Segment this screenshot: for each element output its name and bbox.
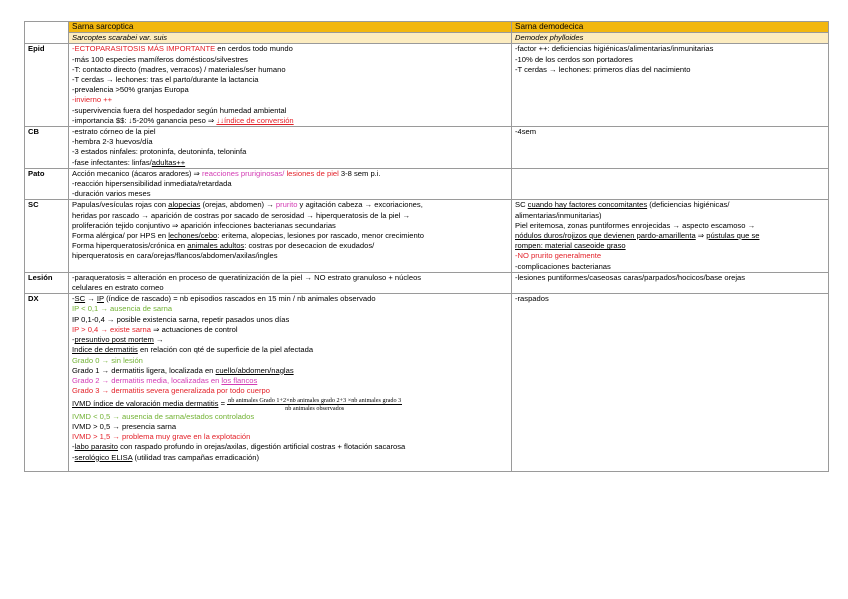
text-line: -hembra 2-3 huevos/día xyxy=(72,137,153,147)
header-row xyxy=(25,22,829,33)
epid-demodecica-cell xyxy=(512,44,829,127)
text-line: -serológico ELISA (utilidad tras campañas erradicación) xyxy=(72,452,259,462)
pato-sarcoptica-cell xyxy=(69,168,512,200)
sc-sarcoptica-cell xyxy=(69,200,512,272)
text-line: IP 0,1-0,4 → posible existencia sarna, repetir pasados unos días xyxy=(72,314,290,324)
text-line: celulares en estrato corneo xyxy=(72,283,164,293)
text-line: -3 estados ninfales: protoninfa, deutoninfa, teloninfa xyxy=(72,147,247,157)
text-line: -importancia $$: ↓5-20% ganancia peso ⇒ ↓↓índice de conversión xyxy=(72,115,294,125)
cb-sarcoptica-cell xyxy=(69,127,512,169)
text-line: -supervivencia fuera del hospedador según humedad ambiental xyxy=(72,105,287,115)
text-line: -T: contacto directo (madres, verracos) / materiales/ser humano xyxy=(72,64,286,74)
text-line: nódulos duros/rojizos que devienen pardo-amarillenta ⇒ pústulas que se xyxy=(515,231,760,241)
text-line: -factor ++: deficiencias higiénicas/alimentarias/inmunitarias xyxy=(515,44,714,54)
row-cb xyxy=(25,127,829,169)
text-line: IVMD > 0,5 → presencia sarna xyxy=(72,422,177,432)
text-line: SC cuando hay factores concomitantes (deficiencias higiénicas/ xyxy=(515,200,730,210)
lesion-sarcoptica-cell xyxy=(69,272,512,293)
text-line: Papulas/vesículas rojas con alopecias (orejas, abdomen) → prurito y agitación cabeza → excoriaciones, xyxy=(72,200,423,210)
text-line: -4sem xyxy=(515,127,537,137)
text-line: rompen: material caseoide graso xyxy=(515,241,626,251)
text-line: -duración varios meses xyxy=(72,189,151,199)
formula-line: IVMD índice de valoración media dermatitis = nb animales Grado 1+2×nb animales grado 2+3 ×nb animales grado 3 nb animales observados xyxy=(72,396,402,412)
text-line: Indice de dermatitis en relación con qté de superficie de la piel afectada xyxy=(72,345,314,355)
row-sc xyxy=(25,200,829,272)
text-line: -prevalencia >50% granjas Europa xyxy=(72,85,189,95)
text-line: IP < 0,1 → ausencia de sarna xyxy=(72,304,173,314)
row-pato xyxy=(25,168,829,200)
text-line: -T cerdas → lechones: primeros días del nacimiento xyxy=(515,64,691,74)
text-line: -T cerdas → lechones: tras el parto/durante la lactancia xyxy=(72,75,259,85)
text-line: -ECTOPARASITOSIS MÁS IMPORTANTE en cerdos todo mundo xyxy=(72,44,293,54)
text-line: -presuntivo post mortem → xyxy=(72,335,164,345)
corner-cell xyxy=(25,22,69,44)
text-line: -raspados xyxy=(515,294,549,304)
text-line: Grado 0 → sin lesión xyxy=(72,355,143,365)
cb-demodecica-cell xyxy=(512,127,829,169)
pato-demodecica-cell xyxy=(512,168,829,200)
text-line: Acción mecanico (ácaros aradores) ⇒ reacciones pruriginosas/ lesiones de piel 3-8 sem p.i. xyxy=(72,168,381,178)
col2-title: Sarna demodecica xyxy=(512,22,829,33)
text-line: proliferación tejido conjuntivo ⇒ aparición infecciones bacterianas secundarias xyxy=(72,220,336,230)
epid-sarcoptica-cell xyxy=(69,44,512,127)
subheader-row xyxy=(25,33,829,44)
text-line: Piel eritemosa, zonas puntiformes enrojecidas → aspecto escamoso → xyxy=(515,220,756,230)
text-line: -paraqueratosis = alteración en proceso de queratinización de la piel → NO estrato granuloso + núcleos xyxy=(72,272,422,282)
row-label: Epid xyxy=(25,44,69,127)
text-line: IP > 0,4 → existe sarna ⇒ actuaciones de control xyxy=(72,324,238,334)
text-line: -labo parasito con raspado profundo in orejas/axilas, digestión artificial costras + flotación sacarosa xyxy=(72,442,406,452)
row-epid xyxy=(25,44,829,127)
text-line: heridas por rascado → aparición de costras por sacado de serosidad → hiperqueratosis de la piel → xyxy=(72,210,411,220)
text-line: -SC → IP (índice de rascado) = nb episodios rascados en 15 min / nb animales observado xyxy=(72,294,376,304)
row-label: CB xyxy=(25,127,69,169)
sc-demodecica-cell xyxy=(512,200,829,272)
text-line: IVMD < 0,5 → ausencia de sarna/estados controlados xyxy=(72,411,255,421)
col2-subtitle: Demodex phylloides xyxy=(512,33,829,44)
row-label: DX xyxy=(25,294,69,472)
row-dx xyxy=(25,294,829,472)
text-line: -invierno ++ xyxy=(72,95,113,105)
text-line: Grado 1 → dermatitis ligera, localizada en cuello/abdomen/naglas xyxy=(72,365,294,375)
ivmd-fraction: nb animales Grado 1+2×nb animales grado 2+3 ×nb animales grado 3 nb animales observados xyxy=(228,396,402,412)
text-line: Grado 3 → dermatitis severa generalizada por todo cuerpo xyxy=(72,386,270,396)
col1-title: Sarna sarcoptica xyxy=(69,22,512,33)
col1-subtitle: Sarcoptes scarabei var. suis xyxy=(69,33,512,44)
text-line: alimentarias/inmunitarias) xyxy=(515,210,602,220)
dx-demodecica-cell xyxy=(512,294,829,472)
lesion-demodecica-cell xyxy=(512,272,829,293)
text-line: -más 100 especies mamíferos domésticos/silvestres xyxy=(72,54,248,64)
text-line: Forma alérgica/ por HPS en lechones/cebo: eritema, alopecias, lesiones por rascado, menor crecimiento xyxy=(72,231,425,241)
comparison-table xyxy=(24,21,829,472)
text-line: hiperqueratosis en cara/orejas/flancos/abdomen/axilas/ingles xyxy=(72,251,278,261)
row-label: Lesión xyxy=(25,272,69,293)
row-lesion xyxy=(25,272,829,293)
text-line: -10% de los cerdos son portadores xyxy=(515,54,633,64)
dx-sarcoptica-cell xyxy=(69,294,512,472)
row-label: Pato xyxy=(25,168,69,200)
text-line: -complicaciones bacterianas xyxy=(515,261,611,271)
text-line: -lesiones puntiformes/caseosas caras/parpados/hocicos/base orejas xyxy=(515,272,746,282)
text-line: IVMD > 1,5 → problema muy grave en la explotación xyxy=(72,432,251,442)
text-line: -reacción hipersensibilidad inmediata/retardada xyxy=(72,179,232,189)
text-line: -estrato córneo de la piel xyxy=(72,127,156,137)
text-line: Forma hiperqueratosis/crónica en animales adultos: costras por desecacion de exudados/ xyxy=(72,241,375,251)
row-label: SC xyxy=(25,200,69,272)
text-line: Grado 2 → dermatitis media, localizadas en los flancos xyxy=(72,375,258,385)
text-line: -NO prurito generalmente xyxy=(515,251,602,261)
text-line: -fase infectantes: linfas/adultas++ xyxy=(72,157,186,167)
